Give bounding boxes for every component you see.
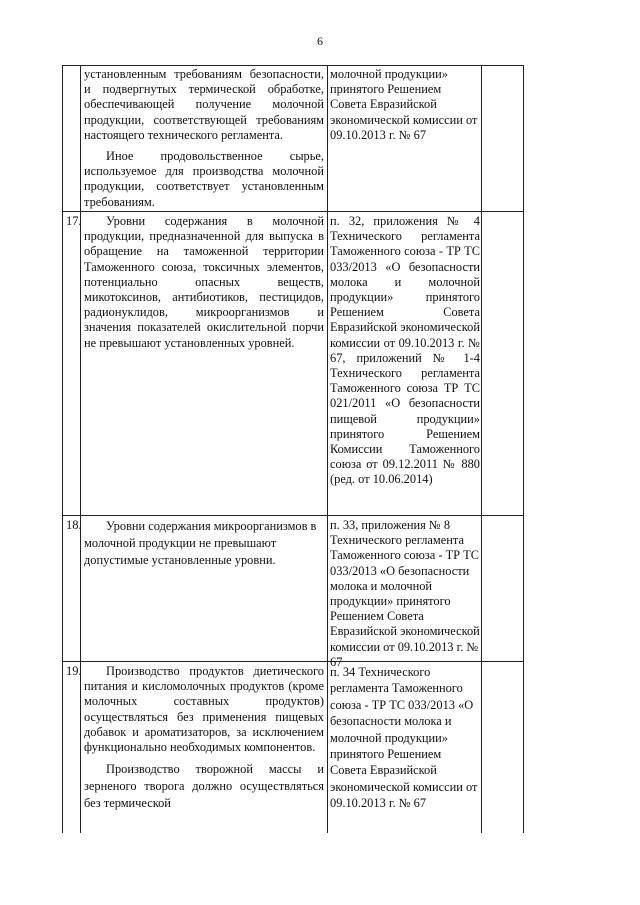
requirement-text: Иное продовольственное сырье, используемое для производства молочной продукции, соответствует установленным требованиям. (84, 149, 324, 209)
requirements-table (62, 65, 524, 833)
table-rule (481, 65, 482, 833)
table-rule (62, 515, 524, 516)
table-rule (523, 65, 524, 833)
row-number: 19. (66, 664, 82, 678)
requirement-text: Производство продуктов диетического питания и кисломолочных продуктов (кроме молочных составных продуктов) осуществляться без применения пищевых добавок и ароматизаторов, за исключением функционально необходимых компонентов. (84, 664, 324, 755)
requirement-text: Уровни содержания в молочной продукции, предназначенной для выпуска в обращение на таможенной территории Таможенного союза, токсичных элементов, потенциально опасных веществ, микотоксинов, антибиотиков, пестицидов, радионуклидов, микроорганизмов и значения показателей окислительной порчи не превышают установленных уровней. (84, 214, 324, 350)
table-rule (62, 211, 524, 212)
row-number: 17. (66, 214, 82, 228)
table-rule (80, 65, 81, 833)
continuation-requirement (84, 67, 324, 210)
page-number: 6 (317, 34, 323, 48)
table-rule (62, 65, 63, 833)
reference-text: п. 32, приложения № 4 Технического регламента Таможенного союза - ТР ТС 033/2013 «О безопасности молока и молочной продукции» принятого Решением Совета Евразийской экономической комиссии от 09.10.2013 г. № 67, приложений № 1-4 Технического регламента Таможенного союза ТР ТС 021/2011 «О безопасности пищевой продукции» принятого Решением Комиссии Таможенного союза от 09.12.2011 № 880 (ред. от 10.06.2014) (330, 214, 480, 487)
row-number: 18. (66, 518, 82, 532)
table-rule (327, 65, 328, 833)
table-rule (62, 65, 524, 66)
requirement-text: Уровни содержания микроорганизмов в молочной продукции не превышают допустимые установленные уровни. (84, 519, 317, 567)
requirement-text: Производство творожной массы и зерненого творога должно осуществляться без термической (84, 762, 324, 811)
requirement-text: установленным требованиям безопасности, и подвергнутых термической обработке, обеспечивающей получение молочной продукции, соответствующей требованиям настоящего технического регламента. (84, 67, 324, 142)
row-19-requirement (84, 664, 324, 812)
reference-text: п. 34 Технического регламента Таможенного союза - ТР ТС 033/2013 «О безопасности молока и молочной продукции» принятого Решением Совета Евразийской экономической комиссии от 09.10.2013 г. № 67 (330, 665, 478, 811)
continuation-reference: молочной продукции» принятого Решением Совета Евразийской экономической комиссии от 09.10.2013 г. № 67 (330, 67, 478, 142)
reference-text: п. 33, приложения № 8 Технического регламента Таможенного союза - ТР ТС 033/2013 «О безопасности молока и молочной продукции» принятого Решением Совета Евразийской экономической комиссии от 09.10.2013 г. № 67 (330, 518, 480, 669)
